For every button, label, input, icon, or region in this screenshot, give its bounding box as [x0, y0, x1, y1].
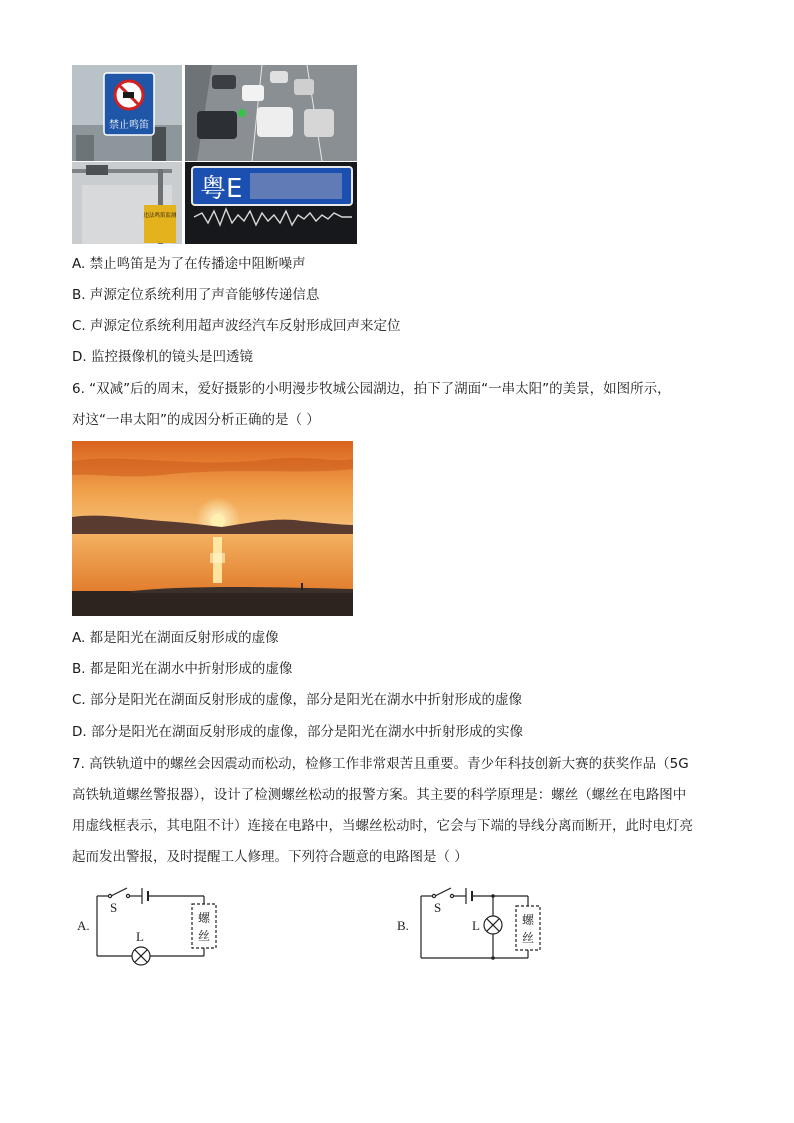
circuit-a-option-label: A.	[77, 918, 90, 933]
q5-option-a: A. 禁止鸣笛是为了在传播途中阻断噪声	[72, 256, 306, 272]
question-6-sunset-photo	[72, 441, 353, 616]
circuit-b-screw-label-top: 螺	[521, 913, 535, 927]
q6-option-d: D. 部分是阳光在湖面反射形成的虚像，部分是阳光在湖水中折射形成的实像	[72, 724, 523, 740]
circuit-b-lamp-label: L	[472, 918, 480, 933]
circuit-option-b	[392, 878, 552, 968]
circuit-b-junction-top	[491, 894, 495, 898]
q7-stem-line-4: 起而发出警报，及时提醒工人修理。下列符合题意的电路图是（ ）	[72, 849, 468, 865]
q7-stem-line-2: 高铁轨道螺丝警报器），设计了检测螺丝松动的报警方案。其主要的科学原理是：螺丝（螺丝在电路图中	[72, 787, 687, 803]
q5-option-d: D. 监控摄像机的镜头是凹透镜	[72, 349, 253, 365]
circuit-a-lamp-label: L	[136, 929, 144, 944]
q7-stem-line-1: 7. 高铁轨道中的螺丝会因震动而松动，检修工作非常艰苦且重要。青少年科技创新大赛的获奖作品（5G	[72, 756, 689, 772]
traffic-collage-image	[72, 65, 357, 244]
circuit-b-option-label: B.	[397, 918, 409, 933]
q6-option-a: A. 都是阳光在湖面反射形成的虚像	[72, 630, 279, 646]
q6-option-c: C. 部分是阳光在湖面反射形成的虚像，部分是阳光在湖水中折射形成的虚像	[72, 692, 523, 708]
q7-stem-line-3: 用虚线框表示，其电阻不计）连接在电路中，当螺丝松动时，它会与下端的导线分离而断开，此时电灯亮	[72, 818, 693, 834]
circuit-a-screw-label-bottom: 丝	[197, 929, 211, 943]
circuit-a-screw-label-top: 螺	[197, 911, 211, 925]
no-honking-sign-text: 禁止鸣笛	[109, 120, 149, 131]
circuit-diagram-a	[70, 878, 230, 968]
q5-option-c: C. 声源定位系统利用超声波经汽车反射形成回声来定位	[72, 318, 401, 334]
circuit-diagram-b	[392, 878, 552, 968]
question-5-photo-collage	[72, 65, 357, 244]
circuit-option-a	[70, 878, 230, 968]
circuit-b-switch-label: S	[434, 900, 442, 915]
q6-stem-line-2: 对这“一串太阳”的成因分析正确的是（ ）	[72, 412, 320, 428]
circuit-b-junction-bottom	[491, 956, 495, 960]
license-plate-text: 粤E	[200, 174, 243, 204]
monitor-panel-text: 违法鸣笛监测	[143, 213, 177, 219]
circuit-b-screw-label-bottom: 丝	[521, 931, 535, 945]
q5-option-b: B. 声源定位系统利用了声音能够传递信息	[72, 287, 320, 303]
lake-sunset-image	[72, 441, 353, 616]
q6-option-b: B. 都是阳光在湖水中折射形成的虚像	[72, 661, 293, 677]
q6-stem-line-1: 6. “双减”后的周末，爱好摄影的小明漫步牧城公园湖边，拍下了湖面“一串太阳”的美景，如图所示，	[72, 381, 671, 397]
circuit-a-switch-label: S	[110, 900, 118, 915]
